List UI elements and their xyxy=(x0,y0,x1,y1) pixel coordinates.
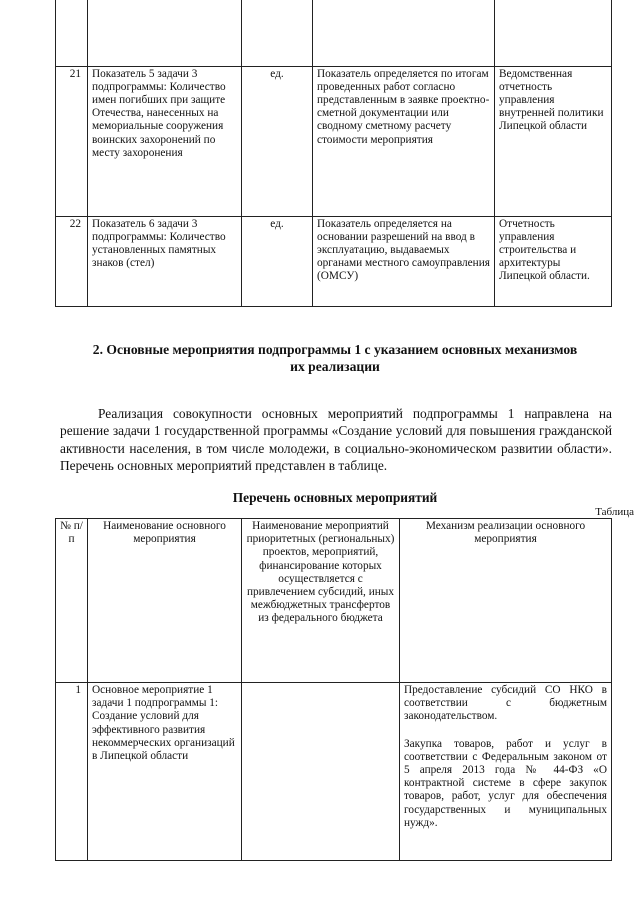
header-mechanism: Механизм реализации основного мероприятия xyxy=(400,519,612,683)
indicator-name: Показатель 5 задачи 3 подпрограммы: Количество имен погибших при защите Отечества, нанесенных на мемориальные сооружения воинских захоронений по месту захоронения xyxy=(88,66,242,216)
measures-table xyxy=(55,518,612,861)
section-paragraph: Реализация совокупности основных мероприятий подпрограммы 1 направлена на решение задачи 1 государственной программы «Создание условий для повышения гражданской активности населения, в том числе молодежи, в социально-экономическом развитии области». Перечень основных мероприятий представлен в таблице. xyxy=(60,406,612,473)
indicator-method: Показатель определяется на основании разрешений на ввод в эксплуатацию, выдаваемых органами местного самоуправления (ОМСУ) xyxy=(313,216,495,306)
indicator-unit: ед. xyxy=(242,66,313,216)
table-row xyxy=(56,683,612,861)
indicator-name: Показатель 6 задачи 3 подпрограммы: Количество установленных памятных знаков (стел) xyxy=(88,216,242,306)
row-number: 21 xyxy=(56,66,88,216)
table-title: Перечень основных мероприятий xyxy=(232,490,438,505)
header-num: № п/п xyxy=(56,519,88,683)
row-number: 22 xyxy=(56,216,88,306)
row-number: 1 xyxy=(56,683,88,861)
indicator-unit: ед. xyxy=(242,216,313,306)
header-projects: Наименование мероприятий приоритетных (региональных) проектов, мероприятий, финансирование которых осуществляется с привлечением субсидий, иных межбюджетных трансфертов из федерального бюджета xyxy=(242,519,400,683)
indicator-method: Показатель определяется по итогам проведенных работ согласно представленным в заявке проектно-сметной документации или сводному сметному расчету стоимости мероприятия xyxy=(313,66,495,216)
table-row xyxy=(56,0,612,66)
table-row xyxy=(56,216,612,306)
indicator-source: Отчетность управления строительства и архитектуры Липецкой области. xyxy=(495,216,612,306)
measure-name: Основное мероприятие 1 задачи 1 подпрограммы 1: Создание условий для эффективного развития некоммерческих организаций в Липецкой области xyxy=(88,683,242,861)
indicators-table xyxy=(55,0,612,307)
measure-mechanism: Предоставление субсидий СО НКО в соответствии с бюджетным законодательством. Закупка товаров, работ и услуг в соответствии с Федеральным законом от 5 апреля 2013 года № 44-ФЗ «О контрактной системе в сфере закупок товаров, работ, услуг для обеспечения государственных и муниципальных нужд». xyxy=(400,683,612,861)
indicator-source: Ведомственная отчетность управления внутренней политики Липецкой области xyxy=(495,66,612,216)
table-header-row xyxy=(56,519,612,683)
table-row xyxy=(56,66,612,216)
table-label: Таблица xyxy=(595,506,634,518)
measure-projects xyxy=(242,683,400,861)
header-name: Наименование основного мероприятия xyxy=(88,519,242,683)
section-heading: 2. Основные мероприятия подпрограммы 1 с указанием основных механизмов их реализации xyxy=(92,342,578,374)
